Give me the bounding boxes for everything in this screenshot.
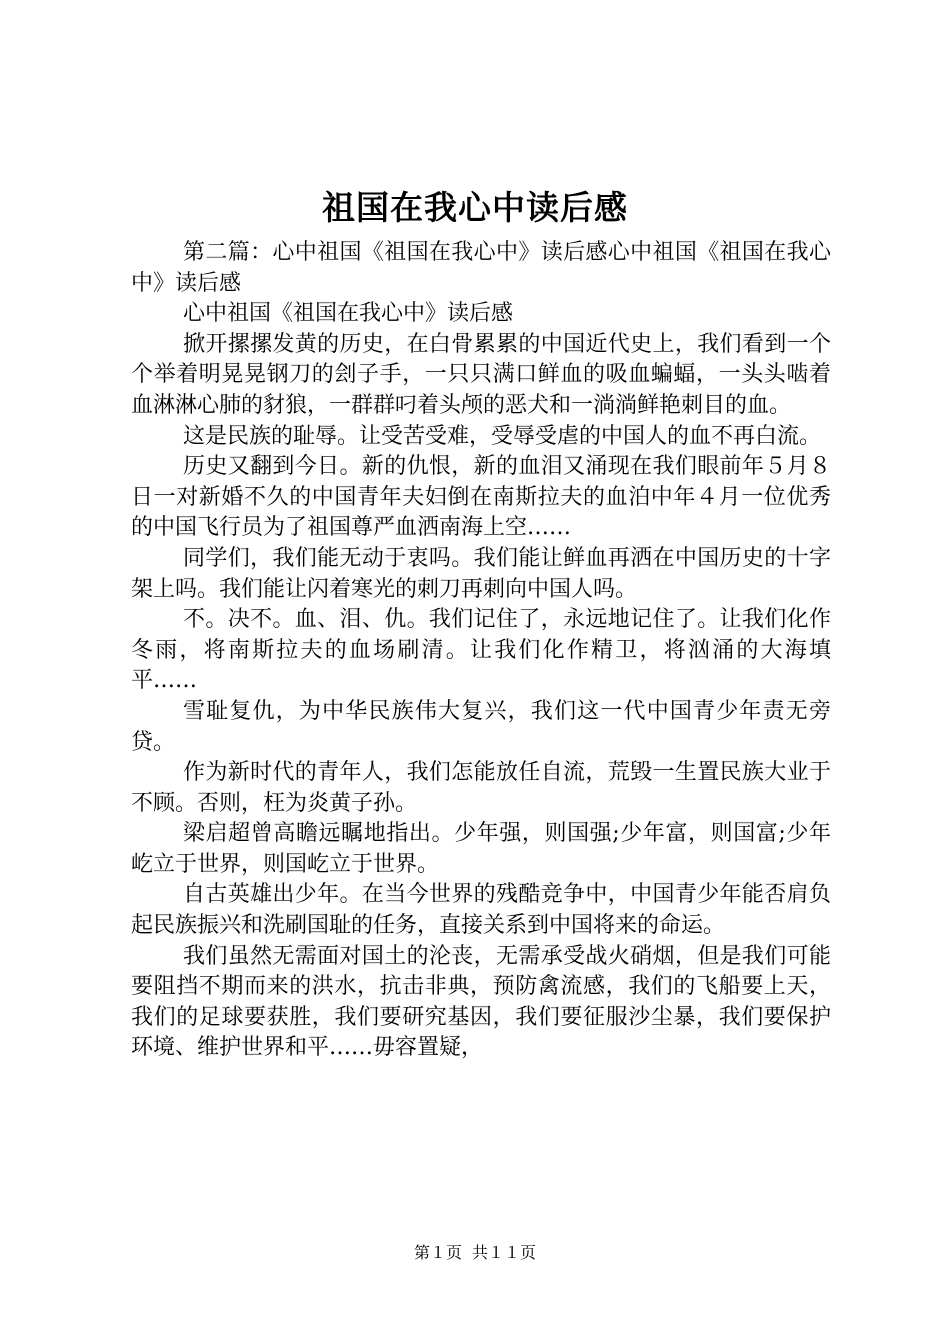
paragraph: 这是民族的耻辱。让受苦受难，受辱受虐的中国人的血不再白流。 — [183, 423, 822, 449]
page-footer — [0, 1242, 950, 1264]
paragraph: 我们虽然无需面对国土的沦丧，无需承受战火硝烟，但是我们可能要阻挡不期而来的洪水，抗击非典，预防禽流感，我们的飞船要上天，我们的足球要获胜，我们要研究基因，我们要征服沙尘暴，我们要保护环境、维护世界和平……毋容置疑， — [131, 943, 831, 1061]
paragraph: 雪耻复仇，为中华民族伟大复兴，我们这一代中国青少年责无旁贷。 — [131, 698, 831, 755]
document-body — [131, 238, 831, 1064]
paragraph: 梁启超曾高瞻远瞩地指出。少年强，则国强;少年富，则国富;少年屹立于世界，则国屹立于世界。 — [131, 821, 831, 877]
paragraph: 同学们，我们能无动于衷吗。我们能让鲜血再洒在中国历史的十字架上吗。我们能让闪着寒光的刺刀再刺向中国人吗。 — [131, 545, 831, 602]
paragraph: 自古英雄出少年。在当今世界的残酷竞争中，中国青少年能否肩负起民族振兴和洗刷国耻的任务，直接关系到中国将来的命运。 — [131, 882, 831, 939]
paragraph: 掀开摞摞发黄的历史，在白骨累累的中国近代史上，我们看到一个个举着明晃晃钢刀的刽子手，一只只满口鲜血的吸血蝙蝠，一头头啮着血淋淋心肺的豺狼，一群群叼着头颅的恶犬和一淌淌鲜艳刺目的血。 — [131, 331, 831, 418]
paragraph: 作为新时代的青年人，我们怎能放任自流，荒毁一生置民族大业于不顾。否则，枉为炎黄子孙。 — [131, 760, 831, 816]
paragraph: 心中祖国《祖国在我心中》读后感 — [183, 301, 514, 327]
paragraph: 不。决不。血、泪、仇。我们记住了，永远地记住了。让我们化作冬雨，将南斯拉夫的血场刷清。让我们化作精卫，将汹涌的大海填平…… — [131, 607, 831, 694]
page-number-current: 第１页 — [413, 1243, 462, 1262]
paragraph: 历史又翻到今日。新的仇恨，新的血泪又涌现在我们眼前年５月８日一对新婚不久的中国青年夫妇倒在南斯拉夫的血泊中年４月一位优秀的中国飞行员为了祖国尊严血洒南海上空…… — [131, 454, 831, 541]
document-title: 祖国在我心中读后感 — [322, 188, 628, 227]
page-number-total: 共１１页 — [472, 1243, 537, 1262]
paragraph: 第二篇：心中祖国《祖国在我心中》读后感心中祖国《祖国在我心中》读后感 — [131, 240, 831, 296]
